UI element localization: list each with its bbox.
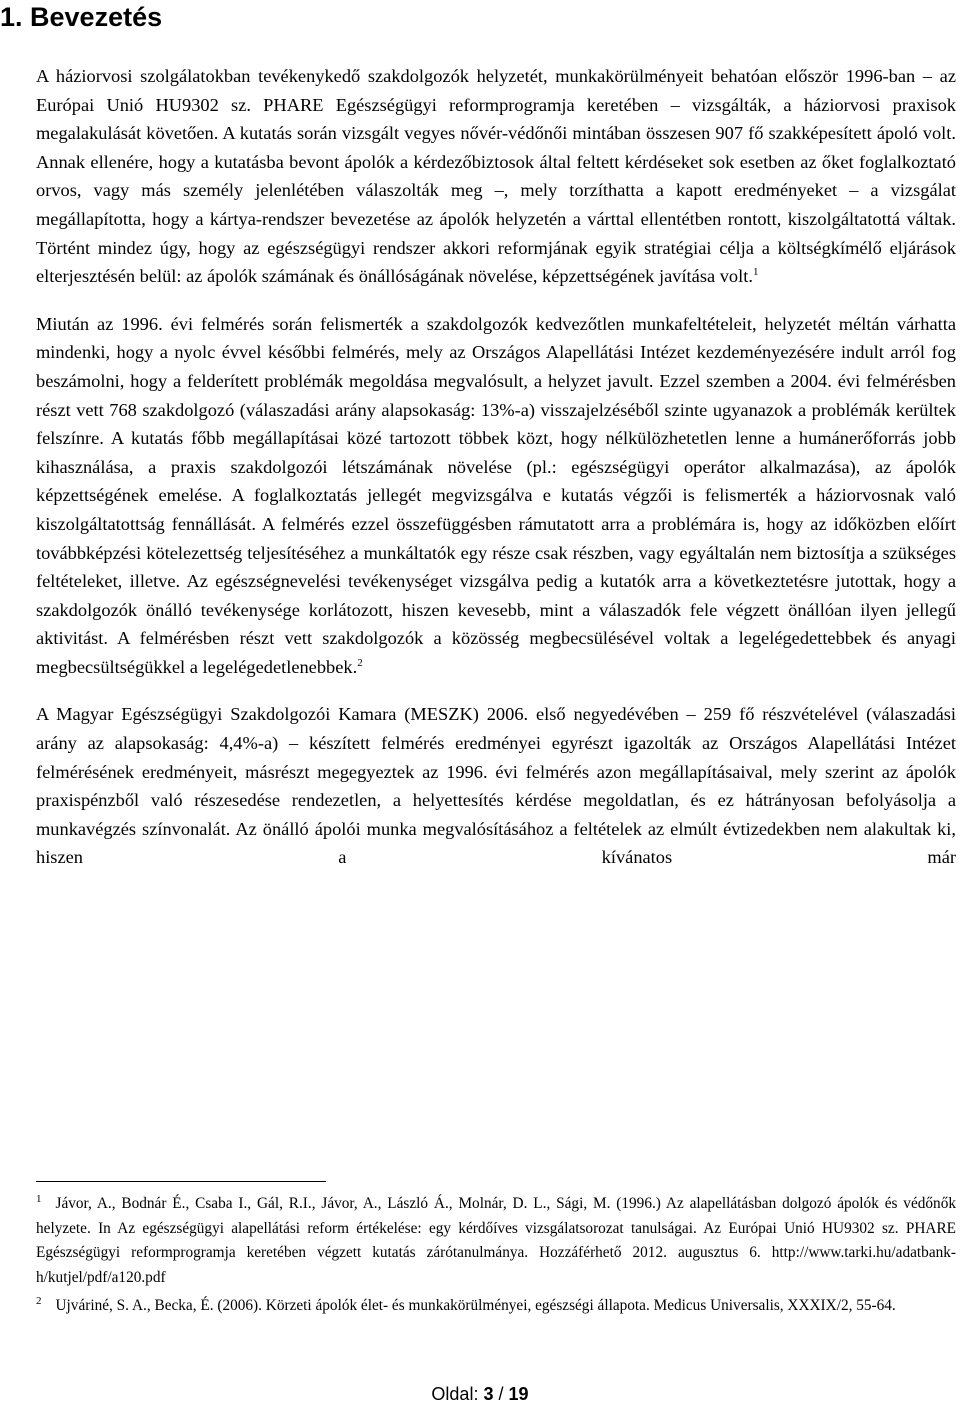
page-number-separator: / <box>498 1384 504 1404</box>
page-number-label: Oldal: <box>431 1384 479 1404</box>
footnote-reference[interactable]: 2 <box>357 656 363 669</box>
footnote-separator <box>36 1181 326 1182</box>
total-page-count: 19 <box>508 1384 529 1404</box>
footnotes <box>36 1192 956 1323</box>
paragraph <box>36 310 956 682</box>
paragraph <box>36 62 956 291</box>
paragraph <box>36 700 956 872</box>
footnote-text: Ujváriné, S. A., Becka, É. (2006). Körzeti ápolók élet- és munkakörülményei, egészségi állapota. Medicus Universalis, XXXIX/2, 55-64. <box>55 1297 896 1314</box>
footnote <box>36 1294 956 1319</box>
section-heading: 1. Bevezetés <box>0 2 163 32</box>
footnote-reference[interactable]: 1 <box>752 266 759 279</box>
body-text <box>36 62 956 872</box>
paragraph-text: A háziorvosi szolgálatokban tevékenykedő szakdolgozók helyzetét, munkakörülményeit behatóan először 1996-ban – az Európai Unió HU9302 sz. PHARE Egészségügyi reformprogramja keretében – vizsgálták, a háziorvosi praxisok megalakulását követően. A kutatás során vizsgált vegyes nővér-védőnői mintában összesen 907 fő szakképesített ápoló volt. Annak ellenére, hogy a kutatásba bevont ápolók a kérdezőbiztosok által feltett kérdéseket sok esetben az őket foglalkoztató orvos, vagy más személy jelenlétében válaszolták meg –, mely torzíthatta a kapott eredményeket – a vizsgálat megállapította, hogy a kártya-rendszer bevezetése az ápolók helyzetén a várttal ellentétben rontott, kiszolgáltatottá váltak. Történt mindez úgy, hogy az egészségügyi rendszer akkori reformjának egyik stratégiai célja a költségkímélő eljárások elterjesztésén belül: az ápolók számának és önállóságának növelése, képzettségének javítása volt. <box>36 66 956 287</box>
paragraph-text: Miután az 1996. évi felmérés során felismerték a szakdolgozók kedvezőtlen munkafeltételeit, helyzetét méltán várhatta mindenki, hogy a nyolc évvel későbbi felmérés, mely az Országos Alapellátási Intézet kezdeményezésére indult arról fog beszámolni, hogy a felderített problémák megoldása megvalósult, a helyzet javult. Ezzel szemben a 2004. évi felmérésben részt vett 768 szakdolgozó (válaszadási arány alapsokaság: 13%-a) visszajelzéséből szinte ugyanazok a problémák kerültek felszínre. A kutatás főbb megállapításai közé tartozott többek közt, hogy nélkülözhetetlen lenne a humánerőforrás jobb kihasználása, a praxis szakdolgozói létszámának növelése (pl.: egészségügyi operátor alkalmazása), az ápolók képzettségének emelése. A foglalkoztatás jellegét megvizsgálva e kutatás végzői is felismerték a háziorvosnak való kiszolgáltatottság fennállását. A felmérés ezzel összefüggésben rámutatott arra a problémára is, hogy az időközben előírt továbbképzési kötelezettség teljesítéséhez a munkáltatók egy része csak részben, vagy egyáltalán nem biztosítja a szükséges feltételeket, illetve. Az egészségnevelési tevékenységet vizsgálva pedig a kutatók arra a következtetésre jutottak, hogy a szakdolgozók önálló tevékenysége korlátozott, hiszen kevesebb, mint a válaszadók fele végzett önállóan ilyen jellegű aktivitást. A felmérésben részt vett szakdolgozók a közösség megbecsülésével voltak a legelégedettebbek és anyagi megbecsültségükkel a legelégedetlenebbek. <box>36 313 956 677</box>
footnote-number: 2 <box>36 1294 42 1307</box>
footnote-text: Jávor, A., Bodnár É., Csaba I., Gál, R.I., Jávor, A., László Á., Molnár, D. L., Sági, M. (1996.) Az alapellátásban dolgozó ápolók és védőnők helyzete. In Az egészségügyi alapellátási reform értékelése: egy kérdőíves vizsgálatsorozat tanulságai. Az Európai Unió HU9302 sz. PHARE Egészségügyi reformprogramja keretében végzett kutatás zárótanulmánya. Hozzáférhető 2012. augusztus 6. http://www.tarki.hu/adatbank-h/kutjel/pdf/a120.pdf <box>36 1195 956 1286</box>
current-page-number: 3 <box>483 1384 494 1404</box>
footnote-number: 1 <box>36 1192 42 1205</box>
page-footer <box>0 1383 960 1405</box>
footnote <box>36 1192 956 1290</box>
paragraph-text: A Magyar Egészségügyi Szakdolgozói Kamara (MESZK) 2006. első negyedévében – 259 fő részvételével (válaszadási arány az alapsokaság: 4,4%-a) – készített felmérés eredményei egyrészt igazolták az Országos Alapellátási Intézet felmérésének eredményeit, másrészt megegyeztek az 1996. évi felmérés azon megállapításaival, mely szerint az ápolók praxispénzből való részesedése rendezetlen, a helyettesítés kérdése megoldatlan, és ez hátrányosan befolyásolja a munkavégzés színvonalát. Az önálló ápolói munka megvalósításához a feltételek az elmúlt évtizedekben nem alakultak ki, hiszen a kívánatos már <box>36 704 956 868</box>
